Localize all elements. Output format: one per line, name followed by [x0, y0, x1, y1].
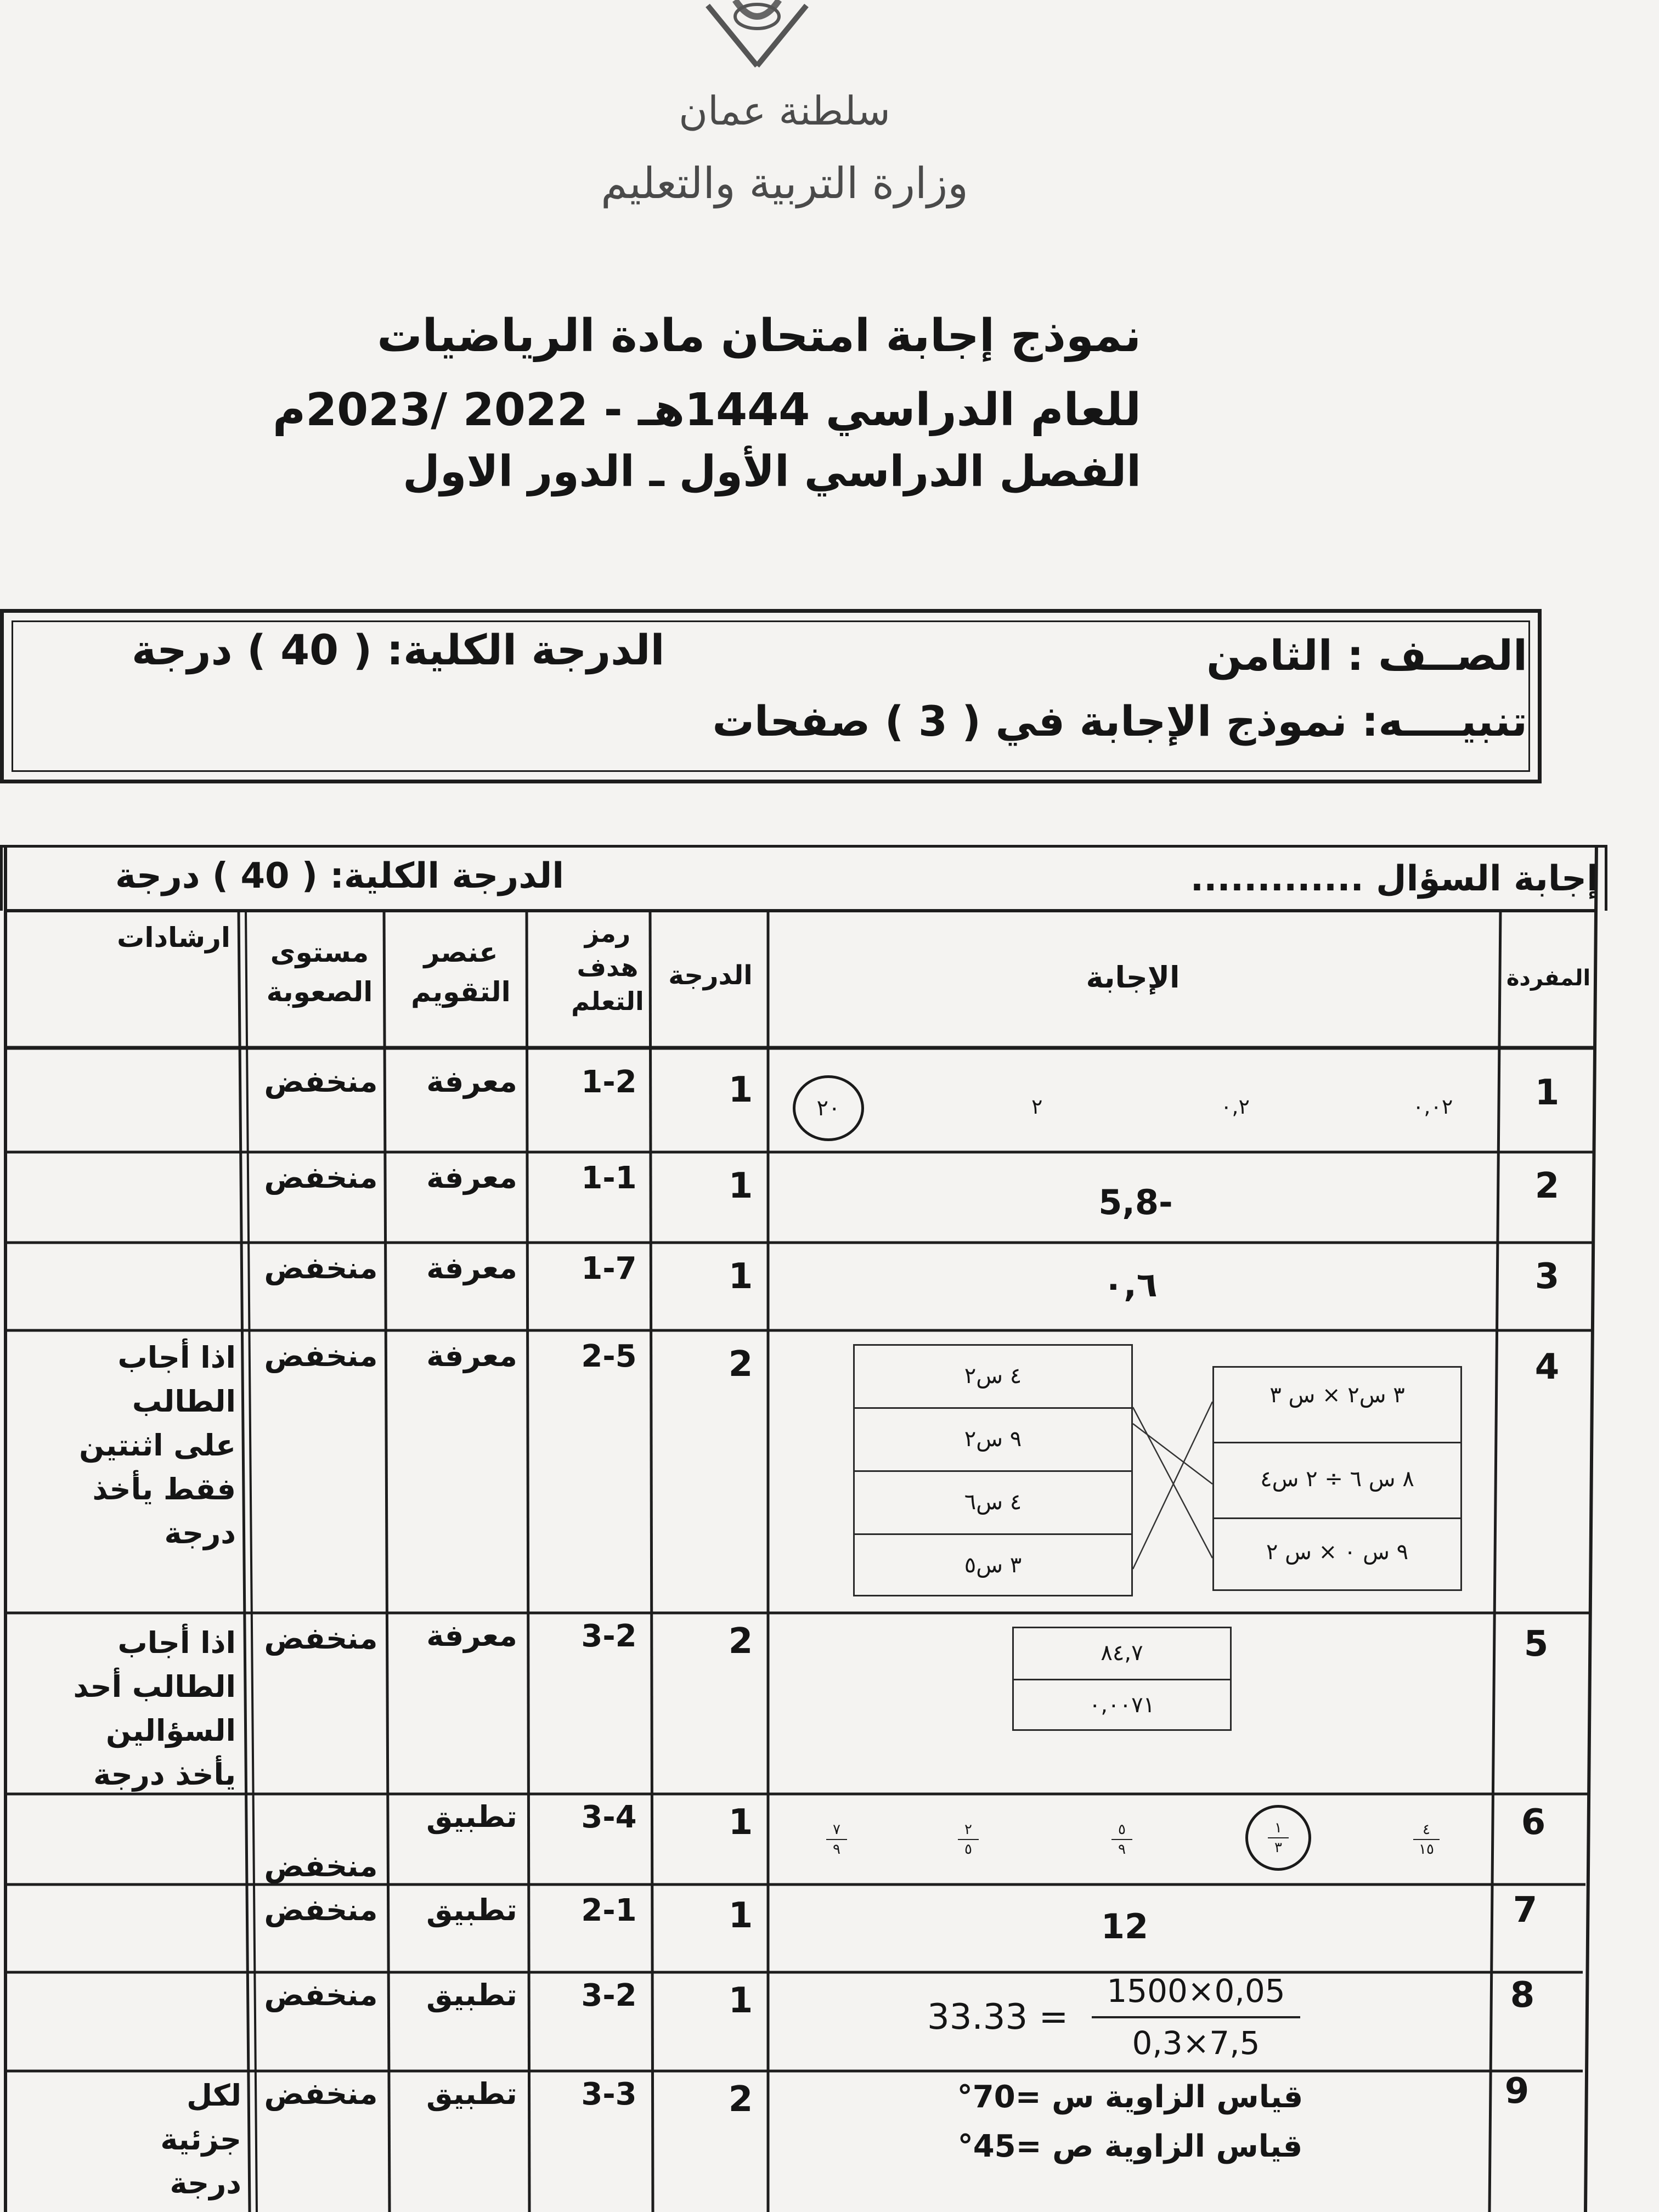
row9-mark: 2 [728, 2079, 753, 2120]
row7-mark: 1 [728, 1895, 753, 1936]
section-total-label: الدرجة الكلية: ( 40 ) درجة [115, 856, 565, 896]
pages-note: تنبيــــه: نموذج الإجابة في ( 3 ) صفحات [712, 697, 1527, 746]
row6-level: منخفض [264, 1849, 378, 1883]
row3-element: معرفة [426, 1251, 517, 1285]
row1-mark: 1 [728, 1070, 753, 1110]
row6-item: 6 [1521, 1802, 1546, 1843]
header-item: المفردة [1506, 966, 1591, 991]
row4-level: منخفض [264, 1339, 378, 1373]
q8-result: 33.33 = [927, 1997, 1069, 2038]
row8-level: منخفض [264, 1978, 378, 2012]
header-code: رمز هدف التعلم [571, 918, 644, 1016]
row9-code: 3-3 [581, 2076, 637, 2112]
q6-selected-answer: $\frac{١}{٣}$ [1245, 1805, 1311, 1871]
row4-notes: اذا أجاب الطالب على اثنتين فقط يأخذ درجة [79, 1340, 236, 1550]
row6-mark: 1 [728, 1802, 753, 1843]
academic-year: للعام الدراسي 1444هـ - 2022 /2023م [272, 384, 1141, 436]
q8-fraction-bar [1092, 2016, 1300, 2018]
q1-option-a: ٠,٠٢ [1413, 1094, 1453, 1119]
answer-question-label: إجابة السؤال ............. [1190, 859, 1599, 899]
row7-element: تطبيق [426, 1893, 517, 1927]
q6-option-a: ٤ ١٥ [1410, 1821, 1443, 1858]
row4-item: 4 [1534, 1347, 1560, 1387]
row1-element: معرفة [426, 1064, 517, 1099]
row2-element: معرفة [426, 1160, 517, 1195]
term-label: الفصل الدراسي الأول ـ الدور الاول [403, 447, 1141, 496]
row3-level: منخفض [264, 1251, 378, 1285]
q3-answer: ٠,٦ [1103, 1265, 1158, 1305]
row5-level: منخفض [264, 1621, 378, 1656]
row3-mark: 1 [728, 1256, 753, 1297]
row8-mark: 1 [728, 1980, 753, 2021]
header-mark: الدرجة [668, 960, 753, 991]
q4-left-box: ٣ س٢ × س ٣ ٨ س ٦ ÷ ٢ س٤ ٩ س ٠ × س ٢ [1212, 1366, 1462, 1591]
row8-element: تطبيق [426, 1978, 517, 2012]
row7-code: 2-1 [581, 1893, 637, 1928]
row1-level: منخفض [264, 1064, 378, 1099]
row6-code: 3-4 [581, 1799, 637, 1835]
q6-option-e: ٧ ٩ [823, 1821, 850, 1858]
row4-code: 2-5 [581, 1339, 637, 1374]
row2-code: 1-1 [581, 1160, 637, 1196]
q8-numerator: 1500×0,05 [1107, 1972, 1285, 2010]
q1-selected-answer: ٢٠ [793, 1075, 864, 1141]
row2-item: 2 [1534, 1166, 1560, 1206]
row7-item: 7 [1513, 1890, 1538, 1931]
q6-option-d: ٢ ٥ [955, 1821, 982, 1858]
q6-option-c: ٥ ٩ [1108, 1821, 1136, 1858]
row9-notes: لكل جزئية درجة [160, 2078, 241, 2200]
grade-label: الصــف : الثامن [1206, 631, 1527, 680]
q5-answer-box: ٨٤,٧ ٠,٠٠٧١ [1012, 1627, 1232, 1731]
q8-denominator: 0,3×7,5 [1132, 2024, 1260, 2062]
header-notes: ارشادات [117, 922, 230, 953]
row4-mark: 2 [728, 1344, 753, 1385]
q2-answer: -5,8 [1098, 1182, 1173, 1222]
row5-element: معرفة [426, 1618, 517, 1653]
q1-option-b: ٠,٢ [1221, 1094, 1250, 1119]
row6-element: تطبيق [426, 1799, 517, 1834]
row9-item: 9 [1504, 2071, 1530, 2112]
row8-code: 3-2 [581, 1978, 637, 2013]
row7-level: منخفض [264, 1893, 378, 1927]
row9-level: منخفض [264, 2076, 378, 2111]
row5-item: 5 [1523, 1624, 1549, 1664]
row9-element: تطبيق [426, 2076, 517, 2111]
row5-notes: اذا أجاب الطالب أحد السؤالين يأخذ درجة [73, 1626, 236, 1792]
header-element: عنصر التقويم [411, 936, 511, 1008]
row2-mark: 1 [728, 1166, 753, 1206]
ministry-line1: سلطنة عمان [679, 88, 890, 134]
ministry-line2: وزارة التربية والتعليم [601, 159, 968, 208]
q7-answer: 12 [1101, 1906, 1149, 1946]
row4-element: معرفة [426, 1339, 517, 1373]
row5-code: 3-2 [581, 1618, 637, 1654]
row8-item: 8 [1510, 1975, 1535, 2016]
row2-level: منخفض [264, 1160, 378, 1195]
exam-title: نموذج إجابة امتحان مادة الرياضيات [377, 310, 1141, 362]
q9-line2: قياس الزاوية ص =45° [957, 2129, 1303, 2164]
q1-option-c: ٢ [1031, 1094, 1043, 1119]
header-level: مستوى الصعوبة [266, 936, 373, 1008]
q9-line1: قياس الزاوية س =70° [957, 2079, 1304, 2115]
row3-code: 1-7 [581, 1251, 637, 1286]
header-answer: الإجابة [1086, 960, 1180, 995]
row3-item: 3 [1534, 1256, 1560, 1297]
row5-mark: 2 [728, 1621, 753, 1662]
row1-code: 1-2 [581, 1064, 637, 1100]
row1-item: 1 [1534, 1073, 1560, 1113]
total-mark-label: الدرجة الكلية: ( 40 ) درجة [132, 625, 665, 674]
q4-right-box: ٤ س٢ ٩ س٢ ٤ س٦ ٣ س٥ [853, 1344, 1133, 1596]
